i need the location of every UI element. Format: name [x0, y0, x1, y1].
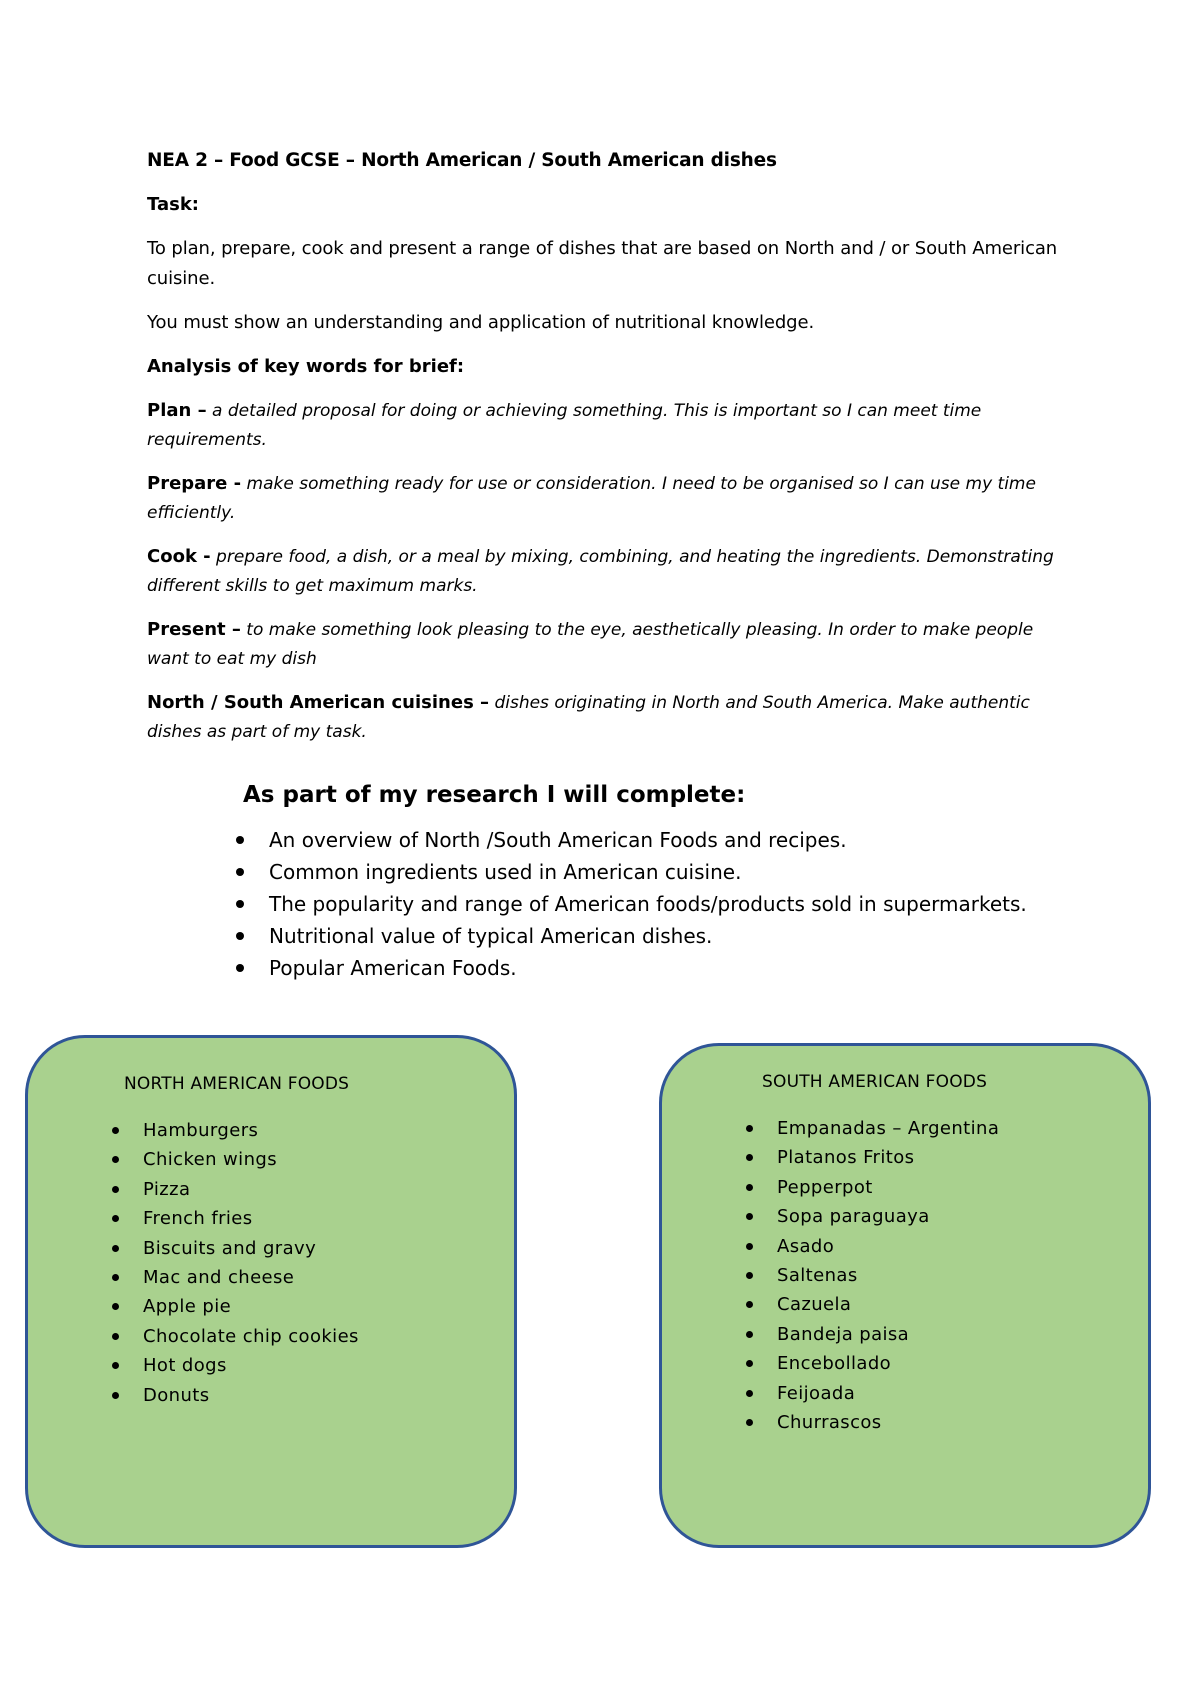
key-word-cuisines: [147, 688, 1077, 747]
list-item: The popularity and range of American foods/products sold in supermarkets.: [256, 888, 1143, 920]
key-word-prepare: [147, 469, 1077, 528]
document-title: NEA 2 – Food GCSE – North American / South American dishes: [147, 150, 777, 171]
key-word-cook: [147, 542, 1077, 601]
list-item: Pizza: [143, 1175, 359, 1204]
box-title: NORTH AMERICAN FOODS: [124, 1074, 350, 1094]
task-text: To plan, prepare, cook and present a range of dishes that are based on North and / or South American cuisine.: [147, 238, 1058, 289]
list-item: Donuts: [143, 1381, 359, 1410]
list-item: Encebollado: [777, 1349, 999, 1378]
list-item: Hamburgers: [143, 1116, 359, 1145]
list-item: Asado: [777, 1232, 999, 1261]
list-item: Popular American Foods.: [256, 952, 1143, 984]
list-item: Bandeja paisa: [777, 1320, 999, 1349]
key-word-definition: prepare food, a dish, or a meal by mixing, combining, and heating the ingredients. Demonstrating different skills to get maximum marks.: [147, 547, 1054, 596]
south-foods-list: [777, 1114, 999, 1437]
list-item: Churrascos: [777, 1408, 999, 1437]
document-body: [147, 146, 1077, 761]
analysis-label: Analysis of key words for brief:: [147, 356, 465, 377]
key-word-definition: dishes originating in North and South America. Make authentic dishes as part of my task.: [147, 693, 1030, 742]
list-item: Common ingredients used in American cuisine.: [256, 856, 1143, 888]
south-american-foods-box: [659, 1043, 1151, 1548]
list-item: Chicken wings: [143, 1145, 359, 1174]
key-word-definition: to make something look pleasing to the eye, aesthetically pleasing. In order to make people want to eat my dish: [147, 620, 1034, 669]
research-heading: As part of my research I will complete:: [243, 782, 746, 808]
list-item: Biscuits and gravy: [143, 1234, 359, 1263]
task-label: Task:: [147, 194, 199, 215]
north-foods-list: [143, 1116, 359, 1410]
list-item: Chocolate chip cookies: [143, 1322, 359, 1351]
key-word-term: Present –: [147, 619, 241, 640]
list-item: French fries: [143, 1204, 359, 1233]
key-word-present: [147, 615, 1077, 674]
list-item: Saltenas: [777, 1261, 999, 1290]
list-item: Hot dogs: [143, 1351, 359, 1380]
key-word-term: Plan –: [147, 400, 207, 421]
list-item: Sopa paraguaya: [777, 1202, 999, 1231]
key-word-definition: a detailed proposal for doing or achieving something. This is important so I can meet time requirements.: [147, 401, 982, 450]
list-item: Pepperpot: [777, 1173, 999, 1202]
list-item: Platanos Fritos: [777, 1143, 999, 1172]
list-item: Empanadas – Argentina: [777, 1114, 999, 1143]
list-item: Feijoada: [777, 1379, 999, 1408]
key-word-term: North / South American cuisines –: [147, 692, 490, 713]
north-american-foods-box: [25, 1035, 517, 1548]
research-section: [243, 780, 1143, 984]
key-word-term: Prepare -: [147, 473, 242, 494]
key-word-plan: [147, 396, 1077, 455]
list-item: An overview of North /South American Foods and recipes.: [256, 824, 1143, 856]
key-word-definition: make something ready for use or consideration. I need to be organised so I can use my time efficiently.: [147, 474, 1036, 523]
list-item: Mac and cheese: [143, 1263, 359, 1292]
list-item: Apple pie: [143, 1292, 359, 1321]
research-list: [243, 824, 1143, 984]
nutrition-text: You must show an understanding and application of nutritional knowledge.: [147, 312, 815, 333]
list-item: Cazuela: [777, 1290, 999, 1319]
box-title: SOUTH AMERICAN FOODS: [762, 1072, 988, 1092]
list-item: Nutritional value of typical American dishes.: [256, 920, 1143, 952]
key-word-term: Cook -: [147, 546, 211, 567]
